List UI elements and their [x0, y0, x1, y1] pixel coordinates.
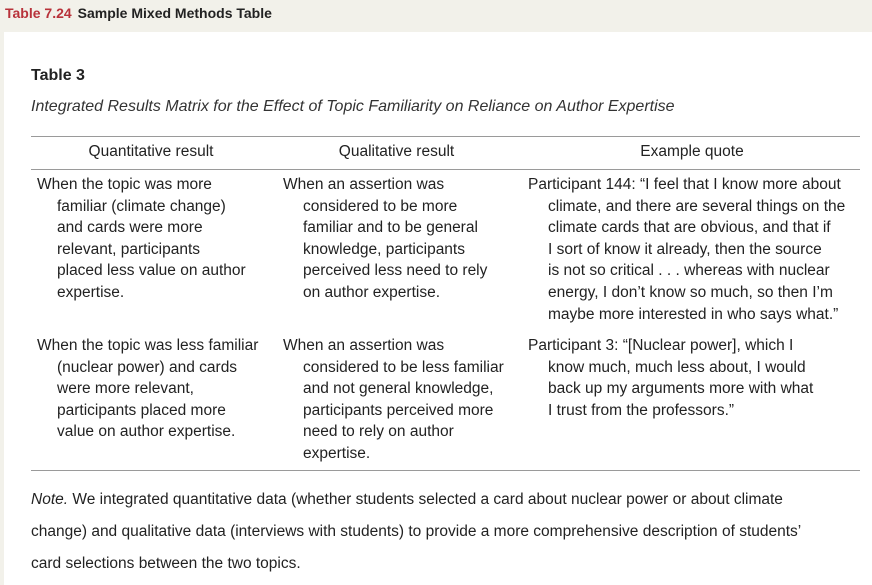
table-panel — [4, 32, 872, 585]
table-bottom-rule — [31, 470, 860, 471]
table-label: Table 3 — [31, 67, 85, 84]
cell-line: familiar (climate change) — [57, 197, 226, 215]
cell-line: When an assertion was — [283, 176, 445, 193]
cell-line: know much, much less about, I would — [548, 358, 806, 376]
row2-quantitative-cell — [37, 335, 258, 443]
header-example-quote: Example quote — [640, 143, 744, 160]
note-line: card selections between the two topics. — [31, 555, 301, 572]
cell-line: back up my arguments more with what — [548, 380, 814, 398]
caption-title: Sample Mixed Methods Table — [77, 5, 272, 21]
table-top-rule — [31, 136, 860, 137]
caption-bar — [0, 0, 872, 30]
cell-line: expertise. — [303, 444, 371, 462]
cell-line: placed less value on author — [57, 262, 246, 280]
cell-line: familiar and to be general — [303, 219, 478, 237]
caption-number: Table 7.24 — [5, 5, 72, 21]
cell-line: participants placed more — [57, 401, 226, 419]
header-quantitative-result: Quantitative result — [88, 143, 214, 160]
cell-line: When the topic was more — [37, 176, 212, 193]
row1-qualitative-cell — [283, 174, 487, 304]
cell-line: Participant 3: “[Nuclear power], which I — [528, 337, 794, 354]
note-label: Note. — [31, 491, 69, 508]
table-caption — [5, 5, 272, 21]
cell-line: on author expertise. — [303, 283, 441, 301]
cell-line: is not so critical . . . whereas with nuclear — [548, 262, 830, 280]
row2-quote-cell — [528, 335, 813, 421]
cell-line: need to rely on author — [303, 423, 454, 441]
cell-line: When an assertion was — [283, 337, 445, 354]
cell-line: and cards were more — [57, 219, 203, 237]
cell-line: participants perceived more — [303, 401, 494, 419]
cell-line: relevant, participants — [57, 240, 201, 258]
cell-line: energy, I don’t know so much, so then I’m — [548, 283, 833, 301]
cell-line: were more relevant, — [57, 380, 194, 398]
cell-line: climate cards that are obvious, and that if — [548, 219, 831, 237]
note-line: change) and qualitative data (interviews with students) to provide a more comprehensive description of students’ — [31, 523, 802, 540]
cell-line: (nuclear power) and cards — [57, 358, 238, 376]
cell-line: maybe more interested in who says what.” — [548, 305, 839, 323]
row1-quote-cell — [528, 174, 845, 325]
cell-line: Participant 144: “I feel that I know more about — [528, 176, 841, 193]
cell-line: considered to be more — [303, 197, 458, 215]
row2-qualitative-cell — [283, 335, 504, 465]
cell-line: I trust from the professors.” — [548, 401, 735, 419]
note-line: We integrated quantitative data (whether students selected a card about nuclear power or about climate — [72, 491, 783, 508]
header-qualitative-result: Qualitative result — [338, 143, 455, 160]
cell-line: considered to be less familiar — [303, 358, 504, 376]
cell-line: When the topic was less familiar — [37, 337, 259, 354]
cell-line: knowledge, participants — [303, 240, 465, 258]
row1-quantitative-cell — [37, 174, 246, 304]
table-note — [31, 484, 861, 580]
cell-line: expertise. — [57, 283, 125, 301]
table-header-rule — [31, 169, 860, 170]
cell-line: climate, and there are several things on the — [548, 197, 846, 215]
table-title: Integrated Results Matrix for the Effect of Topic Familiarity on Reliance on Author Expertise — [31, 98, 675, 115]
cell-line: value on author expertise. — [57, 423, 236, 441]
cell-line: and not general knowledge, — [303, 380, 494, 398]
cell-line: I sort of know it already, then the source — [548, 240, 822, 258]
cell-line: perceived less need to rely — [303, 262, 488, 280]
